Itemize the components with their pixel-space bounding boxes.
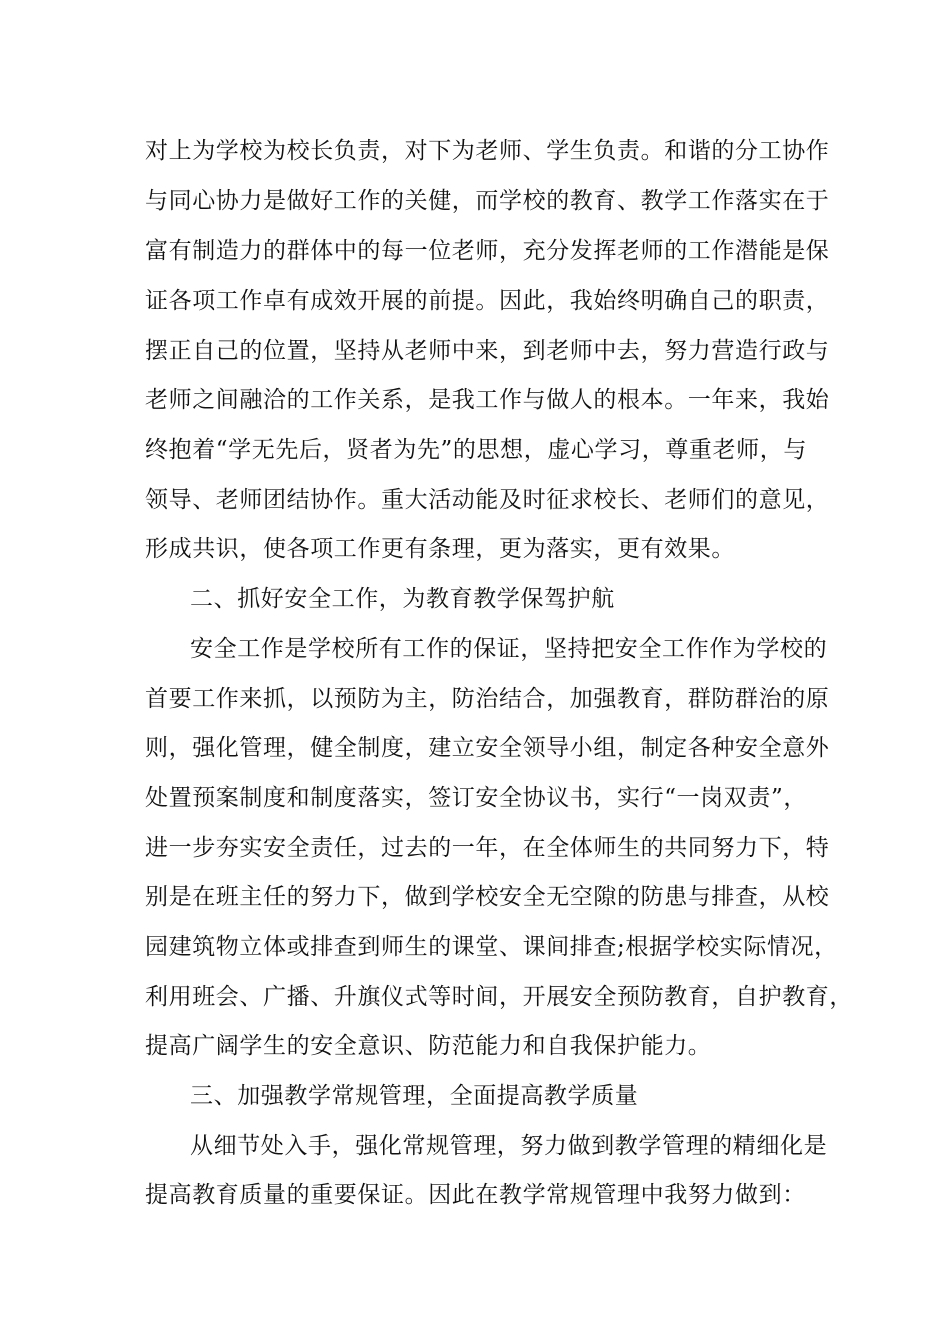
text-line: 首要工作来抓，以预防为主，防治结合，加强教育，群防群治的原 bbox=[145, 686, 830, 712]
text-line: 则，强化管理，健全制度，建立安全领导小组，制定各种安全意外 bbox=[145, 735, 830, 761]
text-line: 对上为学校为校长负责，对下为老师、学生负责。和谐的分工协作 bbox=[145, 138, 830, 164]
text-line: 摆正自己的位置，坚持从老师中来，到老师中去，努力营造行政与 bbox=[145, 338, 830, 364]
text-line: 提高广阔学生的安全意识、防范能力和自我保护能力。 bbox=[145, 1033, 712, 1059]
text-line: 利用班会、广播、升旗仪式等时间，开展安全预防教育，自护教育， bbox=[145, 984, 853, 1010]
text-line: 领导、老师团结协作。重大活动能及时征求校长、老师们的意见， bbox=[145, 487, 830, 513]
text-line: 处置预案制度和制度落实，签订安全协议书，实行“一岗双责”， bbox=[145, 785, 807, 811]
text-line: 别是在班主任的努力下，做到学校安全无空隙的防患与排查，从校 bbox=[145, 884, 830, 910]
text-line: 从细节处入手，强化常规管理，努力做到教学管理的精细化是 bbox=[190, 1133, 828, 1159]
text-line: 终抱着“学无先后，贤者为先”的思想，虚心学习，尊重老师，与 bbox=[145, 437, 807, 463]
text-line: 安全工作是学校所有工作的保证，坚持把安全工作作为学校的 bbox=[190, 636, 828, 662]
text-line: 与同心协力是做好工作的关健，而学校的教育、教学工作落实在于 bbox=[145, 188, 830, 214]
text-line: 证各项工作卓有成效开展的前提。因此，我始终明确自己的职责， bbox=[145, 288, 830, 314]
section-heading: 二、抓好安全工作，为教育教学保驾护航 bbox=[190, 586, 615, 612]
text-line: 进一步夯实安全责任，过去的一年，在全体师生的共同努力下，特 bbox=[145, 835, 830, 861]
text-line: 提高教育质量的重要保证。因此在教学常规管理中我努力做到： bbox=[145, 1182, 806, 1208]
text-line: 形成共识，使各项工作更有条理，更为落实，更有效果。 bbox=[145, 536, 735, 562]
text-line: 老师之间融洽的工作关系，是我工作与做人的根本。一年来，我始 bbox=[145, 387, 830, 413]
text-line: 富有制造力的群体中的每一位老师，充分发挥老师的工作潜能是保 bbox=[145, 238, 830, 264]
text-line: 园建筑物立体或排查到师生的课堂、课间排查;根据学校实际情况， bbox=[145, 934, 838, 960]
section-heading: 三、加强教学常规管理，全面提高教学质量 bbox=[190, 1083, 639, 1109]
